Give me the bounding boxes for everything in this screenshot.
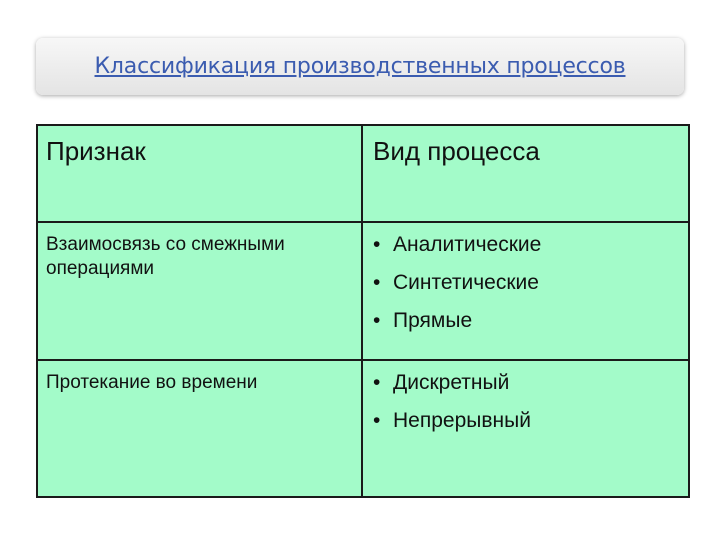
- type-label: Аналитические: [393, 232, 542, 256]
- list-item: [373, 226, 680, 264]
- header-cell-process-type: [362, 125, 689, 222]
- table-header-row: [37, 125, 689, 222]
- title-bar: [36, 38, 684, 95]
- table-row: [37, 222, 689, 361]
- criterion-cell: [37, 360, 362, 497]
- list-item: [373, 364, 680, 402]
- header-label-process-type: Вид процесса: [373, 136, 540, 166]
- type-label: Дискретный: [393, 371, 510, 395]
- type-label: Непрерывный: [393, 409, 531, 433]
- header-cell-criterion: [37, 125, 362, 222]
- bullet-icon: •: [373, 270, 381, 294]
- types-cell: [362, 222, 689, 361]
- types-list: [373, 226, 680, 340]
- header-label-criterion: Признак: [46, 136, 146, 166]
- type-label: Синтетические: [393, 270, 539, 294]
- types-list: [373, 364, 680, 440]
- bullet-icon: •: [373, 308, 381, 332]
- list-item: [373, 302, 680, 340]
- bullet-icon: •: [373, 371, 381, 395]
- list-item: [373, 264, 680, 302]
- bullet-icon: •: [373, 409, 381, 433]
- criterion-label: Протекание во времени: [46, 372, 258, 394]
- list-item: [373, 402, 680, 440]
- bullet-icon: •: [373, 232, 381, 256]
- types-cell: [362, 360, 689, 497]
- table-row: [37, 360, 689, 497]
- classification-table: [36, 124, 690, 498]
- slide-title: Классификация производственных процессов: [94, 54, 626, 79]
- type-label: Прямые: [393, 308, 473, 332]
- criterion-cell: [37, 222, 362, 361]
- criterion-label: Взаимосвязь со смежными операциями: [46, 233, 285, 279]
